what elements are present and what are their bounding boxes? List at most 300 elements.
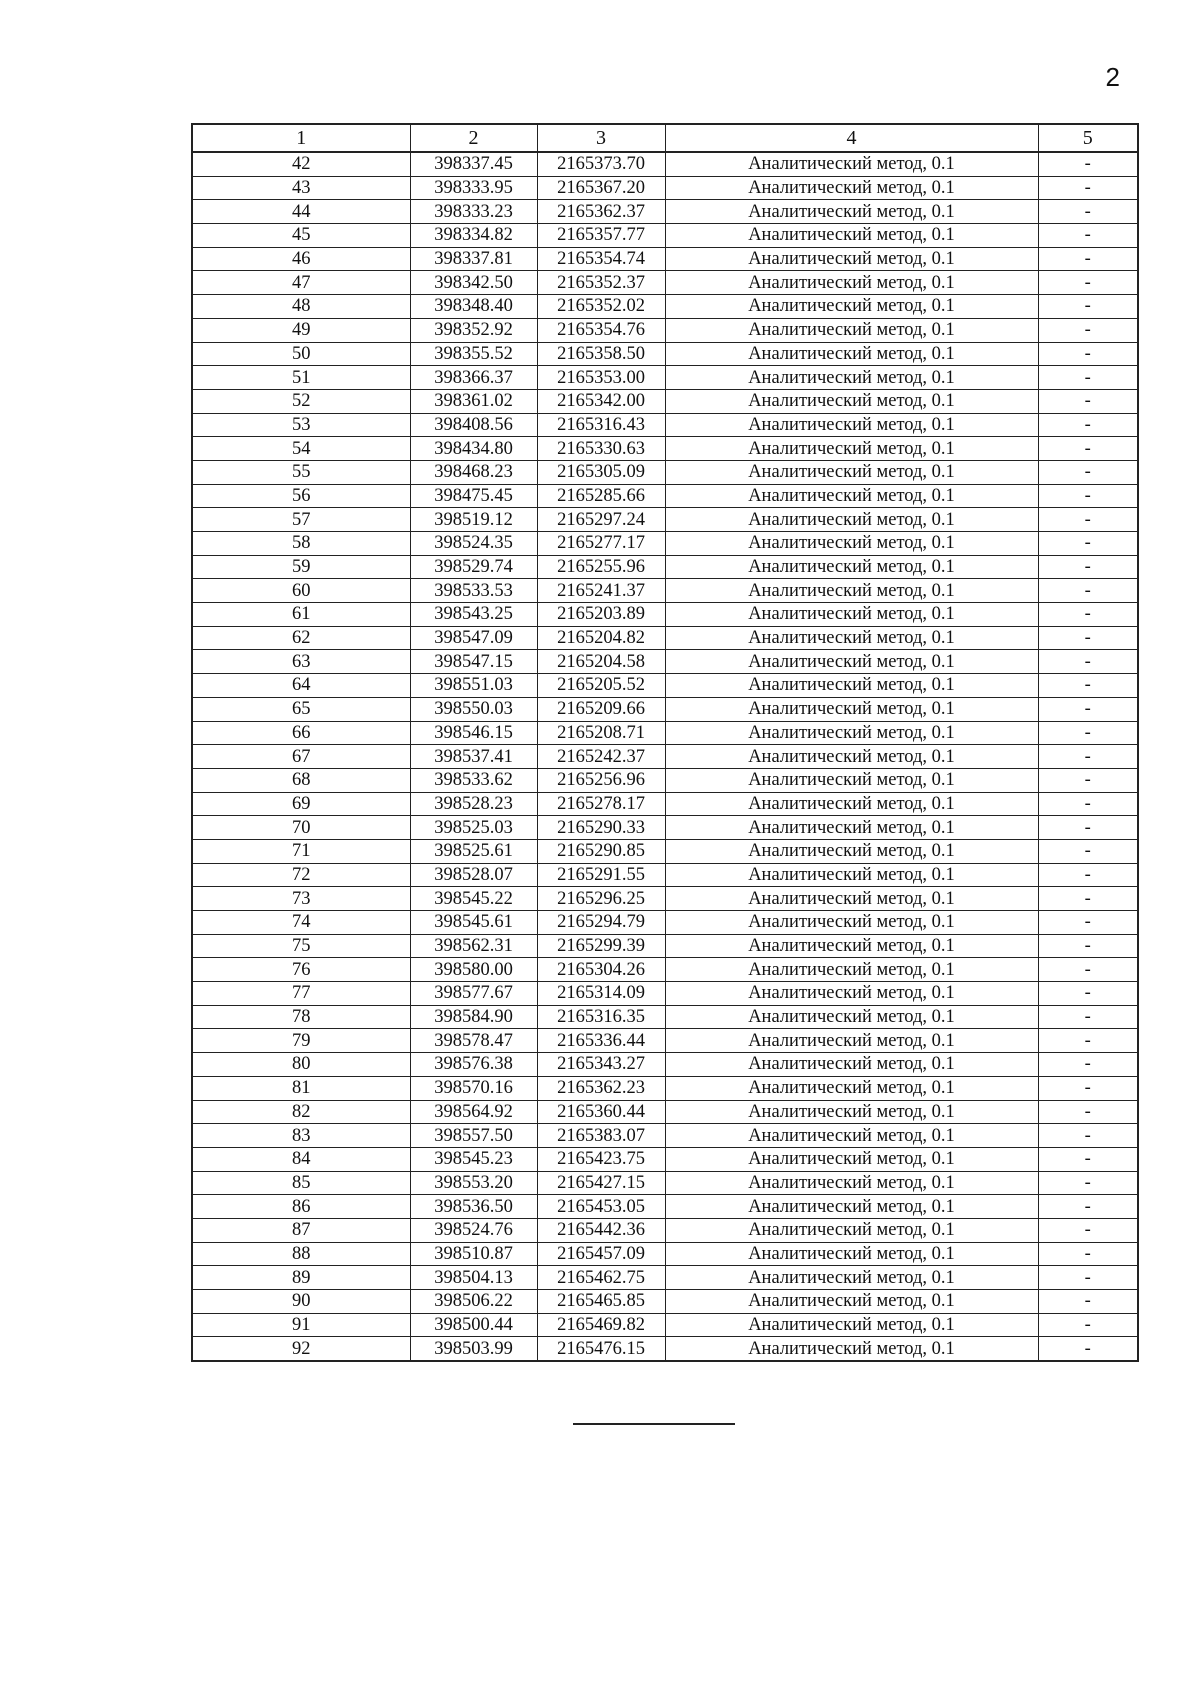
y-coordinate-cell: 2165358.50 — [537, 342, 665, 366]
x-coordinate-cell: 398545.22 — [410, 887, 537, 911]
point-number-cell: 89 — [192, 1266, 410, 1290]
y-coordinate-cell: 2165362.37 — [537, 200, 665, 224]
method-cell: Аналитический метод, 0.1 — [665, 721, 1038, 745]
method-cell: Аналитический метод, 0.1 — [665, 176, 1038, 200]
table-row — [192, 1290, 1138, 1314]
x-coordinate-cell: 398576.38 — [410, 1053, 537, 1077]
method-cell: Аналитический метод, 0.1 — [665, 508, 1038, 532]
table-row — [192, 460, 1138, 484]
table-row — [192, 1147, 1138, 1171]
x-coordinate-cell: 398546.15 — [410, 721, 537, 745]
note-cell: - — [1038, 1242, 1138, 1266]
table-row — [192, 1171, 1138, 1195]
note-cell: - — [1038, 555, 1138, 579]
x-coordinate-cell: 398348.40 — [410, 295, 537, 319]
table-row — [192, 342, 1138, 366]
method-cell: Аналитический метод, 0.1 — [665, 626, 1038, 650]
y-coordinate-cell: 2165291.55 — [537, 863, 665, 887]
y-coordinate-cell: 2165305.09 — [537, 460, 665, 484]
table-row — [192, 1124, 1138, 1148]
y-coordinate-cell: 2165453.05 — [537, 1195, 665, 1219]
y-coordinate-cell: 2165462.75 — [537, 1266, 665, 1290]
note-cell: - — [1038, 508, 1138, 532]
note-cell: - — [1038, 532, 1138, 556]
x-coordinate-cell: 398333.95 — [410, 176, 537, 200]
y-coordinate-cell: 2165204.82 — [537, 626, 665, 650]
note-cell: - — [1038, 1313, 1138, 1337]
point-number-cell: 88 — [192, 1242, 410, 1266]
table-row — [192, 295, 1138, 319]
point-number-cell: 63 — [192, 650, 410, 674]
method-cell: Аналитический метод, 0.1 — [665, 318, 1038, 342]
method-cell: Аналитический метод, 0.1 — [665, 295, 1038, 319]
table-row — [192, 366, 1138, 390]
y-coordinate-cell: 2165304.26 — [537, 958, 665, 982]
method-cell: Аналитический метод, 0.1 — [665, 271, 1038, 295]
note-cell: - — [1038, 366, 1138, 390]
point-number-cell: 43 — [192, 176, 410, 200]
y-coordinate-cell: 2165285.66 — [537, 484, 665, 508]
point-number-cell: 46 — [192, 247, 410, 271]
table-row — [192, 697, 1138, 721]
note-cell: - — [1038, 176, 1138, 200]
note-cell: - — [1038, 721, 1138, 745]
x-coordinate-cell: 398533.62 — [410, 768, 537, 792]
y-coordinate-cell: 2165299.39 — [537, 934, 665, 958]
point-number-cell: 42 — [192, 152, 410, 176]
note-cell: - — [1038, 1290, 1138, 1314]
point-number-cell: 70 — [192, 816, 410, 840]
x-coordinate-cell: 398543.25 — [410, 603, 537, 627]
x-coordinate-cell: 398333.23 — [410, 200, 537, 224]
point-number-cell: 91 — [192, 1313, 410, 1337]
x-coordinate-cell: 398524.76 — [410, 1218, 537, 1242]
method-cell: Аналитический метод, 0.1 — [665, 1290, 1038, 1314]
method-cell: Аналитический метод, 0.1 — [665, 366, 1038, 390]
method-cell: Аналитический метод, 0.1 — [665, 1195, 1038, 1219]
x-coordinate-cell: 398525.03 — [410, 816, 537, 840]
note-cell: - — [1038, 1171, 1138, 1195]
point-number-cell: 47 — [192, 271, 410, 295]
note-cell: - — [1038, 1053, 1138, 1077]
table-row — [192, 176, 1138, 200]
table-row — [192, 1218, 1138, 1242]
note-cell: - — [1038, 224, 1138, 248]
x-coordinate-cell: 398510.87 — [410, 1242, 537, 1266]
x-coordinate-cell: 398577.67 — [410, 982, 537, 1006]
table-row — [192, 532, 1138, 556]
x-coordinate-cell: 398506.22 — [410, 1290, 537, 1314]
table-row — [192, 579, 1138, 603]
x-coordinate-cell: 398578.47 — [410, 1029, 537, 1053]
point-number-cell: 92 — [192, 1337, 410, 1361]
x-coordinate-cell: 398361.02 — [410, 389, 537, 413]
point-number-cell: 83 — [192, 1124, 410, 1148]
x-coordinate-cell: 398537.41 — [410, 745, 537, 769]
point-number-cell: 62 — [192, 626, 410, 650]
point-number-cell: 90 — [192, 1290, 410, 1314]
method-cell: Аналитический метод, 0.1 — [665, 1218, 1038, 1242]
y-coordinate-cell: 2165373.70 — [537, 152, 665, 176]
point-number-cell: 57 — [192, 508, 410, 532]
note-cell: - — [1038, 1218, 1138, 1242]
method-cell: Аналитический метод, 0.1 — [665, 887, 1038, 911]
y-coordinate-cell: 2165357.77 — [537, 224, 665, 248]
table-row — [192, 911, 1138, 935]
x-coordinate-cell: 398434.80 — [410, 437, 537, 461]
note-cell: - — [1038, 792, 1138, 816]
point-number-cell: 80 — [192, 1053, 410, 1077]
table-row — [192, 1195, 1138, 1219]
x-coordinate-cell: 398529.74 — [410, 555, 537, 579]
table-row — [192, 745, 1138, 769]
x-coordinate-cell: 398528.23 — [410, 792, 537, 816]
table-row — [192, 934, 1138, 958]
note-cell: - — [1038, 1076, 1138, 1100]
table-row — [192, 603, 1138, 627]
method-cell: Аналитический метод, 0.1 — [665, 247, 1038, 271]
table-row — [192, 1029, 1138, 1053]
point-number-cell: 61 — [192, 603, 410, 627]
note-cell: - — [1038, 1029, 1138, 1053]
note-cell: - — [1038, 839, 1138, 863]
note-cell: - — [1038, 1124, 1138, 1148]
note-cell: - — [1038, 579, 1138, 603]
x-coordinate-cell: 398533.53 — [410, 579, 537, 603]
method-cell: Аналитический метод, 0.1 — [665, 1147, 1038, 1171]
method-cell: Аналитический метод, 0.1 — [665, 1313, 1038, 1337]
x-coordinate-cell: 398334.82 — [410, 224, 537, 248]
point-number-cell: 79 — [192, 1029, 410, 1053]
header-cell-col-3: 3 — [537, 124, 665, 152]
method-cell: Аналитический метод, 0.1 — [665, 816, 1038, 840]
y-coordinate-cell: 2165255.96 — [537, 555, 665, 579]
method-cell: Аналитический метод, 0.1 — [665, 1124, 1038, 1148]
header-cell-col-4: 4 — [665, 124, 1038, 152]
table-header — [192, 124, 1138, 152]
x-coordinate-cell: 398551.03 — [410, 674, 537, 698]
y-coordinate-cell: 2165354.74 — [537, 247, 665, 271]
table-row — [192, 555, 1138, 579]
page-number: 2 — [1105, 62, 1120, 92]
table-row — [192, 887, 1138, 911]
method-cell: Аналитический метод, 0.1 — [665, 768, 1038, 792]
note-cell: - — [1038, 152, 1138, 176]
note-cell: - — [1038, 1266, 1138, 1290]
note-cell: - — [1038, 484, 1138, 508]
method-cell: Аналитический метод, 0.1 — [665, 342, 1038, 366]
table-row — [192, 1005, 1138, 1029]
y-coordinate-cell: 2165336.44 — [537, 1029, 665, 1053]
method-cell: Аналитический метод, 0.1 — [665, 863, 1038, 887]
y-coordinate-cell: 2165352.37 — [537, 271, 665, 295]
x-coordinate-cell: 398584.90 — [410, 1005, 537, 1029]
point-number-cell: 77 — [192, 982, 410, 1006]
y-coordinate-cell: 2165314.09 — [537, 982, 665, 1006]
point-number-cell: 55 — [192, 460, 410, 484]
y-coordinate-cell: 2165353.00 — [537, 366, 665, 390]
note-cell: - — [1038, 1337, 1138, 1361]
x-coordinate-cell: 398503.99 — [410, 1337, 537, 1361]
point-number-cell: 48 — [192, 295, 410, 319]
point-number-cell: 81 — [192, 1076, 410, 1100]
y-coordinate-cell: 2165342.00 — [537, 389, 665, 413]
note-cell: - — [1038, 295, 1138, 319]
y-coordinate-cell: 2165294.79 — [537, 911, 665, 935]
method-cell: Аналитический метод, 0.1 — [665, 1005, 1038, 1029]
method-cell: Аналитический метод, 0.1 — [665, 224, 1038, 248]
note-cell: - — [1038, 1005, 1138, 1029]
table-row — [192, 768, 1138, 792]
method-cell: Аналитический метод, 0.1 — [665, 650, 1038, 674]
note-cell: - — [1038, 318, 1138, 342]
y-coordinate-cell: 2165465.85 — [537, 1290, 665, 1314]
table-row — [192, 650, 1138, 674]
y-coordinate-cell: 2165290.33 — [537, 816, 665, 840]
point-number-cell: 65 — [192, 697, 410, 721]
point-number-cell: 82 — [192, 1100, 410, 1124]
point-number-cell: 54 — [192, 437, 410, 461]
y-coordinate-cell: 2165316.35 — [537, 1005, 665, 1029]
table-row — [192, 318, 1138, 342]
x-coordinate-cell: 398580.00 — [410, 958, 537, 982]
table-row — [192, 484, 1138, 508]
x-coordinate-cell: 398524.35 — [410, 532, 537, 556]
y-coordinate-cell: 2165360.44 — [537, 1100, 665, 1124]
table-row — [192, 1337, 1138, 1361]
note-cell: - — [1038, 887, 1138, 911]
table-row — [192, 958, 1138, 982]
y-coordinate-cell: 2165442.36 — [537, 1218, 665, 1242]
table-row — [192, 792, 1138, 816]
table-row — [192, 674, 1138, 698]
x-coordinate-cell: 398408.56 — [410, 413, 537, 437]
y-coordinate-cell: 2165296.25 — [537, 887, 665, 911]
point-number-cell: 68 — [192, 768, 410, 792]
note-cell: - — [1038, 1147, 1138, 1171]
point-number-cell: 56 — [192, 484, 410, 508]
method-cell: Аналитический метод, 0.1 — [665, 389, 1038, 413]
point-number-cell: 60 — [192, 579, 410, 603]
method-cell: Аналитический метод, 0.1 — [665, 792, 1038, 816]
method-cell: Аналитический метод, 0.1 — [665, 1337, 1038, 1361]
note-cell: - — [1038, 1100, 1138, 1124]
x-coordinate-cell: 398525.61 — [410, 839, 537, 863]
x-coordinate-cell: 398500.44 — [410, 1313, 537, 1337]
table-row — [192, 1266, 1138, 1290]
method-cell: Аналитический метод, 0.1 — [665, 934, 1038, 958]
table-row — [192, 839, 1138, 863]
note-cell: - — [1038, 460, 1138, 484]
x-coordinate-cell: 398564.92 — [410, 1100, 537, 1124]
table-row — [192, 1100, 1138, 1124]
point-number-cell: 69 — [192, 792, 410, 816]
x-coordinate-cell: 398337.81 — [410, 247, 537, 271]
table-row — [192, 1053, 1138, 1077]
point-number-cell: 87 — [192, 1218, 410, 1242]
x-coordinate-cell: 398468.23 — [410, 460, 537, 484]
y-coordinate-cell: 2165208.71 — [537, 721, 665, 745]
x-coordinate-cell: 398570.16 — [410, 1076, 537, 1100]
x-coordinate-cell: 398355.52 — [410, 342, 537, 366]
table-row — [192, 626, 1138, 650]
note-cell: - — [1038, 674, 1138, 698]
table-row — [192, 389, 1138, 413]
y-coordinate-cell: 2165476.15 — [537, 1337, 665, 1361]
x-coordinate-cell: 398337.45 — [410, 152, 537, 176]
x-coordinate-cell: 398342.50 — [410, 271, 537, 295]
point-number-cell: 44 — [192, 200, 410, 224]
x-coordinate-cell: 398504.13 — [410, 1266, 537, 1290]
method-cell: Аналитический метод, 0.1 — [665, 460, 1038, 484]
note-cell: - — [1038, 697, 1138, 721]
x-coordinate-cell: 398553.20 — [410, 1171, 537, 1195]
table-row — [192, 1313, 1138, 1337]
x-coordinate-cell: 398562.31 — [410, 934, 537, 958]
x-coordinate-cell: 398519.12 — [410, 508, 537, 532]
note-cell: - — [1038, 911, 1138, 935]
point-number-cell: 72 — [192, 863, 410, 887]
method-cell: Аналитический метод, 0.1 — [665, 484, 1038, 508]
note-cell: - — [1038, 863, 1138, 887]
note-cell: - — [1038, 603, 1138, 627]
note-cell: - — [1038, 745, 1138, 769]
table-row — [192, 816, 1138, 840]
y-coordinate-cell: 2165469.82 — [537, 1313, 665, 1337]
table-row — [192, 413, 1138, 437]
x-coordinate-cell: 398545.23 — [410, 1147, 537, 1171]
method-cell: Аналитический метод, 0.1 — [665, 1100, 1038, 1124]
table-row — [192, 1076, 1138, 1100]
header-cell-col-5: 5 — [1038, 124, 1138, 152]
method-cell: Аналитический метод, 0.1 — [665, 555, 1038, 579]
method-cell: Аналитический метод, 0.1 — [665, 911, 1038, 935]
x-coordinate-cell: 398536.50 — [410, 1195, 537, 1219]
method-cell: Аналитический метод, 0.1 — [665, 532, 1038, 556]
y-coordinate-cell: 2165241.37 — [537, 579, 665, 603]
y-coordinate-cell: 2165362.23 — [537, 1076, 665, 1100]
y-coordinate-cell: 2165290.85 — [537, 839, 665, 863]
point-number-cell: 53 — [192, 413, 410, 437]
x-coordinate-cell: 398475.45 — [410, 484, 537, 508]
method-cell: Аналитический метод, 0.1 — [665, 1266, 1038, 1290]
point-number-cell: 75 — [192, 934, 410, 958]
method-cell: Аналитический метод, 0.1 — [665, 674, 1038, 698]
point-number-cell: 78 — [192, 1005, 410, 1029]
y-coordinate-cell: 2165352.02 — [537, 295, 665, 319]
y-coordinate-cell: 2165297.24 — [537, 508, 665, 532]
y-coordinate-cell: 2165330.63 — [537, 437, 665, 461]
table-row — [192, 721, 1138, 745]
method-cell: Аналитический метод, 0.1 — [665, 839, 1038, 863]
table-row — [192, 982, 1138, 1006]
y-coordinate-cell: 2165242.37 — [537, 745, 665, 769]
point-number-cell: 45 — [192, 224, 410, 248]
y-coordinate-cell: 2165457.09 — [537, 1242, 665, 1266]
header-cell-col-2: 2 — [410, 124, 537, 152]
x-coordinate-cell: 398547.15 — [410, 650, 537, 674]
note-cell: - — [1038, 200, 1138, 224]
x-coordinate-cell: 398352.92 — [410, 318, 537, 342]
method-cell: Аналитический метод, 0.1 — [665, 958, 1038, 982]
y-coordinate-cell: 2165427.15 — [537, 1171, 665, 1195]
note-cell: - — [1038, 982, 1138, 1006]
x-coordinate-cell: 398547.09 — [410, 626, 537, 650]
header-row — [192, 124, 1138, 152]
header-cell-col-1: 1 — [192, 124, 410, 152]
end-of-document-line — [573, 1423, 735, 1425]
y-coordinate-cell: 2165423.75 — [537, 1147, 665, 1171]
y-coordinate-cell: 2165383.07 — [537, 1124, 665, 1148]
method-cell: Аналитический метод, 0.1 — [665, 1242, 1038, 1266]
note-cell: - — [1038, 934, 1138, 958]
method-cell: Аналитический метод, 0.1 — [665, 1076, 1038, 1100]
point-number-cell: 59 — [192, 555, 410, 579]
table-row — [192, 247, 1138, 271]
x-coordinate-cell: 398528.07 — [410, 863, 537, 887]
y-coordinate-cell: 2165205.52 — [537, 674, 665, 698]
note-cell: - — [1038, 247, 1138, 271]
table-row — [192, 224, 1138, 248]
y-coordinate-cell: 2165209.66 — [537, 697, 665, 721]
point-number-cell: 76 — [192, 958, 410, 982]
x-coordinate-cell: 398550.03 — [410, 697, 537, 721]
method-cell: Аналитический метод, 0.1 — [665, 603, 1038, 627]
table-row — [192, 437, 1138, 461]
method-cell: Аналитический метод, 0.1 — [665, 697, 1038, 721]
table-body — [192, 152, 1138, 1361]
method-cell: Аналитический метод, 0.1 — [665, 413, 1038, 437]
note-cell: - — [1038, 626, 1138, 650]
point-number-cell: 85 — [192, 1171, 410, 1195]
point-number-cell: 73 — [192, 887, 410, 911]
table-row — [192, 200, 1138, 224]
x-coordinate-cell: 398366.37 — [410, 366, 537, 390]
table-row — [192, 152, 1138, 176]
x-coordinate-cell: 398557.50 — [410, 1124, 537, 1148]
note-cell: - — [1038, 389, 1138, 413]
y-coordinate-cell: 2165343.27 — [537, 1053, 665, 1077]
table-row — [192, 271, 1138, 295]
point-number-cell: 86 — [192, 1195, 410, 1219]
point-number-cell: 52 — [192, 389, 410, 413]
y-coordinate-cell: 2165316.43 — [537, 413, 665, 437]
table-row — [192, 1242, 1138, 1266]
point-number-cell: 50 — [192, 342, 410, 366]
method-cell: Аналитический метод, 0.1 — [665, 1029, 1038, 1053]
y-coordinate-cell: 2165367.20 — [537, 176, 665, 200]
point-number-cell: 74 — [192, 911, 410, 935]
note-cell: - — [1038, 816, 1138, 840]
y-coordinate-cell: 2165278.17 — [537, 792, 665, 816]
note-cell: - — [1038, 768, 1138, 792]
method-cell: Аналитический метод, 0.1 — [665, 200, 1038, 224]
point-number-cell: 71 — [192, 839, 410, 863]
point-number-cell: 64 — [192, 674, 410, 698]
table-row — [192, 508, 1138, 532]
method-cell: Аналитический метод, 0.1 — [665, 1171, 1038, 1195]
method-cell: Аналитический метод, 0.1 — [665, 437, 1038, 461]
note-cell: - — [1038, 413, 1138, 437]
y-coordinate-cell: 2165277.17 — [537, 532, 665, 556]
y-coordinate-cell: 2165203.89 — [537, 603, 665, 627]
method-cell: Аналитический метод, 0.1 — [665, 152, 1038, 176]
x-coordinate-cell: 398545.61 — [410, 911, 537, 935]
method-cell: Аналитический метод, 0.1 — [665, 745, 1038, 769]
point-number-cell: 84 — [192, 1147, 410, 1171]
note-cell: - — [1038, 958, 1138, 982]
note-cell: - — [1038, 342, 1138, 366]
